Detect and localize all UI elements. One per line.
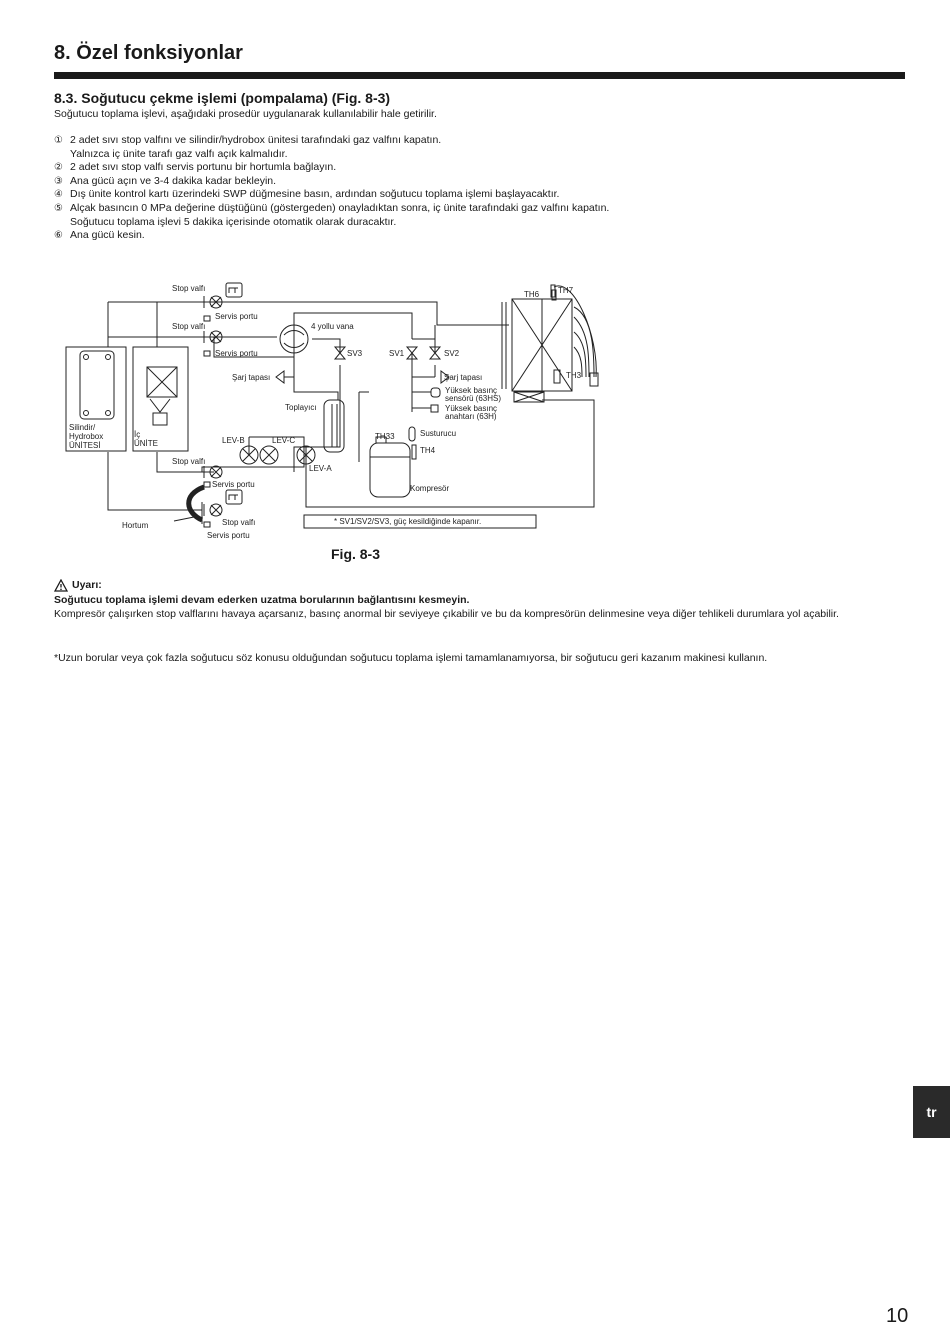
service-ports (204, 316, 210, 527)
step-text: Yalnızca iç ünite tarafı gaz valfı açık kalmalıdır. (70, 147, 288, 160)
step-item (54, 175, 609, 189)
chapter-rule (54, 72, 905, 79)
th4-sensor (412, 445, 416, 459)
label-service-port: Servis portu (215, 312, 258, 321)
phe-port (84, 411, 89, 416)
section-title: 8.3. Soğutucu çekme işlemi (pompalama) (Fig. 8-3) (54, 90, 391, 106)
page-number: 10 (886, 1305, 909, 1327)
step-marker: ④ (54, 189, 63, 201)
phe-port (106, 411, 111, 416)
label-compressor: Kompresör (410, 484, 450, 493)
label-lev-b: LEV-B (222, 436, 245, 445)
hp-switch (431, 405, 438, 412)
hp-sensor (431, 388, 440, 397)
pipe-charge (412, 365, 435, 377)
indoor-unit-box (133, 347, 188, 451)
pipe-sv1 (412, 339, 435, 353)
plate-heat-exchanger (80, 351, 114, 419)
phe-port (106, 355, 111, 360)
label-indoor-2: ÜNİTE (134, 439, 158, 448)
charge-plug-left (276, 371, 294, 383)
label-stop-valve: Stop valfı (222, 518, 256, 527)
label-4way-valve: 4 yollu vana (311, 322, 354, 331)
step-item (54, 161, 609, 175)
label-hp-sensor-2: sensörü (63HS) (445, 394, 502, 403)
label-th7: TH7 (558, 286, 574, 295)
step-text: Dış ünite kontrol kartı üzerindeki SWP düğmesine basın, ardından soğutucu toplama işlemi başlayacaktır. (70, 188, 560, 201)
label-stop-valve: Stop valfı (172, 457, 206, 466)
step-text: 2 adet sıvı stop valfını ve silindir/hydrobox ünitesi tarafındaki gaz valfını kapatın. (70, 134, 442, 146)
warning-block (54, 578, 914, 622)
section-intro: Soğutucu toplama işlevi, aşağıdaki prosedür uygulanarak kullanılabilir hale getirilir. (54, 108, 437, 120)
footnote: *Uzun borular veya çok fazla soğutucu söz konusu olduğundan soğutucu toplama işlemi tamamlanamıyorsa, bir soğutucu geri kazanım makinesi kullanın. (54, 652, 768, 664)
procedure-steps (54, 134, 609, 243)
figure-caption: Fig. 8-3 (331, 546, 381, 562)
label-charge-plug-left: Şarj tapası (232, 373, 271, 382)
stop-valve-bottom (204, 490, 242, 516)
warning-heading (54, 578, 914, 593)
coil-bends (554, 286, 596, 377)
label-hose: Hortum (122, 521, 149, 530)
label-stop-valve: Stop valfı (172, 322, 206, 331)
label-cylinder-1: Silindir/ (69, 423, 96, 432)
step-item (54, 188, 609, 202)
indoor-coil-cross (147, 367, 177, 397)
label-hp-switch-2: anahtarı (63H) (445, 412, 497, 421)
label-th3: TH3 (566, 371, 582, 380)
chapter-title: 8. Özel fonksiyonlar (54, 42, 243, 64)
coil-fins (502, 302, 506, 389)
pipe-4way-down (294, 339, 338, 400)
step-marker: ① (54, 135, 63, 146)
phe-port (84, 355, 89, 360)
label-cylinder-3: ÜNİTESİ (69, 441, 101, 450)
language-tab: tr (913, 1086, 950, 1138)
step-item (54, 134, 609, 148)
label-sv2: SV2 (444, 349, 460, 358)
step-item (54, 229, 609, 243)
accumulator-tubes (332, 404, 337, 447)
step-item (54, 202, 609, 216)
step-text: Soğutucu toplama işlevi 5 dakika içerisinde otomatik olarak duracaktır. (70, 215, 397, 228)
label-note: * SV1/SV2/SV3, güç kesildiğinde kapanır. (334, 517, 482, 526)
muffler (409, 427, 415, 441)
label-lev-c: LEV-C (272, 436, 296, 445)
compressor (370, 443, 410, 497)
step-marker: ⑥ (54, 230, 63, 242)
pipe-sv3-down (294, 365, 340, 472)
label-service-port: Servis portu (212, 480, 255, 489)
step-item (54, 148, 609, 162)
label-sv1: SV1 (389, 349, 405, 358)
step-marker: ⑤ (54, 202, 63, 214)
warning-icon (54, 579, 68, 592)
label-indoor-1: İç (134, 430, 141, 439)
warning-headline: Soğutucu toplama işlemi devam ederken uzatma borularının bağlantısını kesmeyin. (54, 593, 470, 606)
label-sv3: SV3 (347, 349, 363, 358)
label-muffler: Susturucu (420, 429, 457, 438)
stop-valve-top (200, 283, 242, 308)
label-service-port: Servis portu (207, 531, 250, 540)
indoor-fan-motor (153, 413, 167, 425)
label-hp-sensor-1: Yüksek basınç (445, 386, 498, 395)
step-text: Alçak basıncın 0 MPa değerine düştüğünü (göstergeden) onayladıktan sonra, iç ünite tarafındaki gaz valfını kapatın. (70, 201, 610, 214)
label-th4: TH4 (420, 446, 436, 455)
refrigerant-circuit-diagram (54, 277, 614, 542)
step-marker: ② (54, 162, 63, 174)
label-charge-plug-right: Şarj tapası (444, 373, 483, 382)
step-marker: ③ (54, 175, 63, 187)
accumulator (324, 400, 344, 452)
label-th33: TH33 (375, 432, 395, 441)
pipe-accum (359, 392, 369, 462)
outdoor-coil (512, 299, 542, 391)
label-cylinder-2: Hydrobox (69, 432, 104, 441)
lev-c-valve (260, 446, 278, 464)
label-hp-switch-1: Yüksek basınç (445, 404, 498, 413)
label-accumulator: Toplayıcı (285, 403, 317, 412)
label-service-port: Servis portu (215, 349, 258, 358)
label-lev-a: LEV-A (309, 464, 332, 473)
step-text: Ana gücü kesin. (70, 229, 145, 242)
pipe-second (108, 337, 277, 347)
step-text: Ana gücü açın ve 3-4 dakika kadar bekleyin. (70, 174, 277, 187)
indoor-fan (150, 399, 170, 412)
hose-leader (174, 517, 194, 521)
warning-body: Kompresör çalışırken stop valflarını havaya açarsanız, basınç anormal bir seviyeye çıkabilir ve bu da kompresörün delinmesine veya diğer tehlikeli durumlara yol açabilir. (54, 608, 839, 620)
step-text: 2 adet sıvı stop valfı servis portunu bir hortumla bağlayın. (70, 161, 337, 174)
coil-bottom-cross (514, 392, 544, 402)
step-item (54, 216, 609, 230)
label-stop-valve: Stop valfı (172, 284, 206, 293)
label-th6: TH6 (524, 290, 540, 299)
warning-label: Uyarı: (72, 579, 102, 591)
pipe-4way-right (312, 339, 340, 353)
